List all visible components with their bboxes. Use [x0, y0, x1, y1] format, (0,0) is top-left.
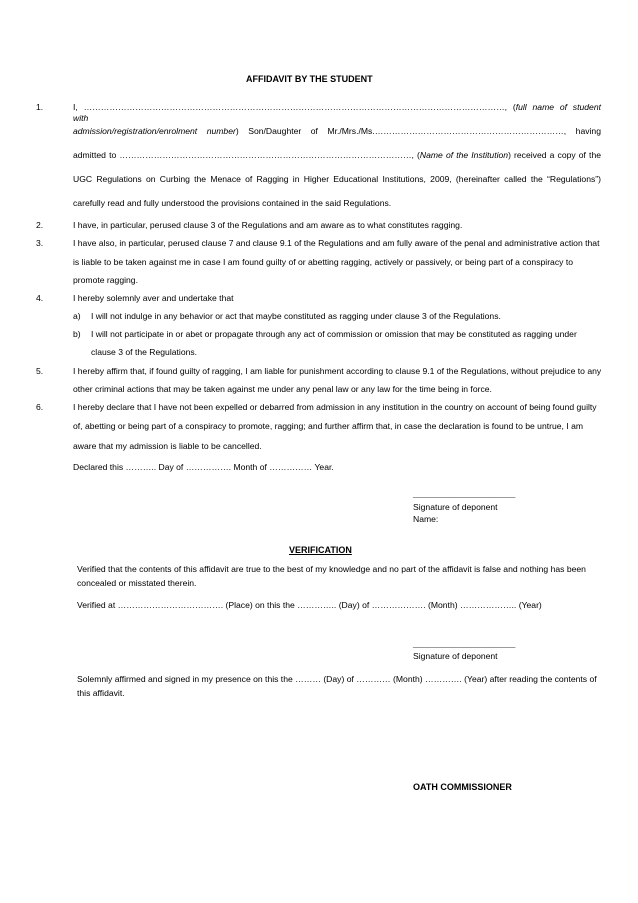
- item-3-line-1: I have also, in particular, perused clause 7 and clause 9.1 of the Regulations and am fully aware of the penal and administrative action that: [73, 238, 600, 248]
- item-4-a-text: I will not indulge in any behavior or act that maybe constituted as ragging under clause 3 of the Regulations.: [91, 311, 501, 321]
- item-1-line-1: [73, 102, 601, 124]
- signature-2-rule: _______________________: [413, 639, 516, 648]
- item-1-line-3: [73, 150, 601, 161]
- signature-1-label: Signature of deponent: [413, 502, 498, 512]
- verification-text: Verified that the contents of this affidavit are true to the best of my knowledge and no part of the affidavit is false and nothing has been concealed or misstated therein.: [77, 564, 586, 588]
- signature-2-label: Signature of deponent: [413, 651, 498, 661]
- item-1-line-1-text: I, …………………………………………………………………………………………………………………………………, (full name of student with: [73, 102, 601, 123]
- item-5-number: 5.: [36, 366, 44, 376]
- item-3-line-2: is liable to be taken against me in case I am found guilty of or abetting ragging, actively or passively, or being part of a conspiracy to: [73, 257, 573, 267]
- item-3-number: 3.: [36, 238, 44, 248]
- item-1-line-4-text: UGC Regulations on Curbing the Menace of Ragging in Higher Educational Institutions, 2009, (hereinafter called the “Regulations”): [73, 174, 601, 184]
- oath-commissioner: OATH COMMISSIONER: [413, 782, 512, 792]
- item-4-a-label: a): [73, 311, 81, 321]
- item-1-number: 1.: [36, 102, 44, 112]
- item-6-line-3: aware that my admission is liable to be cancelled.: [73, 441, 262, 451]
- item-1-line-5: carefully read and fully understood the provisions contained in the said Regulations.: [73, 198, 392, 208]
- item-5-line-2: other criminal actions that may be taken against me under any penal law or any law for the time being in force.: [73, 384, 492, 394]
- item-4-b-line-2: clause 3 of the Regulations.: [91, 347, 198, 357]
- item-6-line-2: of, abetting or being part of a conspiracy to promote, ragging; and further affirm that, in case the declaration is found to be untrue, I am: [73, 421, 584, 431]
- item-4-number: 4.: [36, 293, 44, 303]
- declared-line: Declared this ……….. Day of ……………. Month of …………… Year.: [73, 462, 334, 472]
- item-1-line-2-text: admission/registration/enrolment number) Son/Daughter of Mr./Mrs./Ms.…………………………………………………………, having: [73, 126, 601, 136]
- item-5-line-1: I hereby affirm that, if found guilty of ragging, I am liable for punishment according to clause 9.1 of the Regulations, without prejudice to any: [73, 366, 602, 376]
- signature-1-rule: _______________________: [413, 489, 516, 498]
- affidavit-title: AFFIDAVIT BY THE STUDENT: [246, 74, 373, 84]
- item-4-b-label: b): [73, 329, 81, 339]
- item-2-number: 2.: [36, 220, 44, 230]
- item-1-line-2: [73, 126, 601, 137]
- item-1-line-4: [73, 174, 601, 185]
- item-4-line-1: I hereby solemnly aver and undertake that: [73, 293, 234, 303]
- signature-1-name-label: Name:: [413, 514, 439, 524]
- item-1-line-3-text: admitted to …………………………………………………………………………………………, (Name of the Institution) received a copy of the: [73, 150, 602, 160]
- item-4-b-line-1: I will not participate in or abet or propagate through any act of commission or omission that may be constituted as ragging under: [91, 329, 577, 339]
- verified-at-line: Verified at ………………………………. (Place) on this the ………….. (Day) of ………………. (Month) ……………….. (Year): [77, 600, 542, 610]
- item-2-line-1: I have, in particular, perused clause 3 of the Regulations and am aware as to what constitutes ragging.: [73, 220, 463, 230]
- item-6-number: 6.: [36, 402, 44, 412]
- item-3-line-3: promote ragging.: [73, 275, 138, 285]
- solemnly-affirmed-text: Solemnly affirmed and signed in my presence on this the ……… (Day) of ………… (Month) …………. (Year) after reading the contents of this affidavit.: [77, 674, 597, 698]
- verification-title: VERIFICATION: [289, 545, 352, 555]
- item-6-line-1: I hereby declare that I have not been expelled or debarred from admission in any institution in the country on account of being found guilty: [73, 402, 597, 412]
